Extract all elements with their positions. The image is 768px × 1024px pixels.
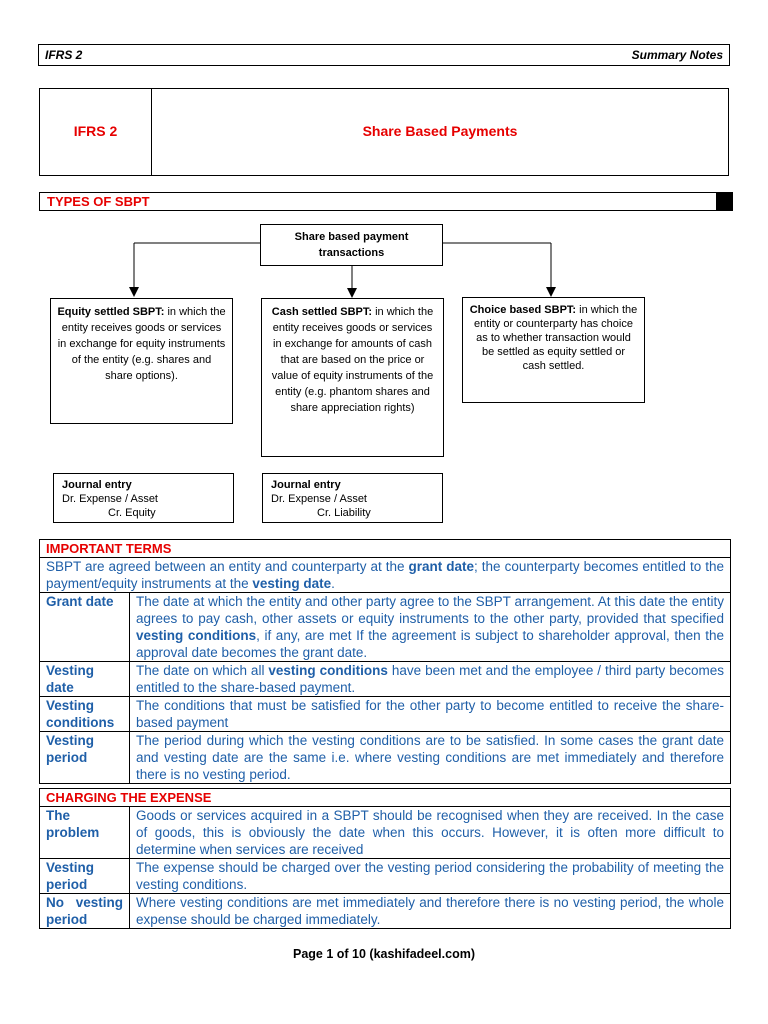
journal-debit: Dr. Expense / Asset	[62, 493, 158, 505]
important-terms-heading: IMPORTANT TERMS	[40, 540, 731, 558]
def-no-vesting-period: Where vesting conditions are met immediately and therefore there is no vesting period, the whole expense should be charged immediately.	[130, 894, 731, 929]
journal-debit: Dr. Expense / Asset	[271, 493, 367, 505]
table-row	[40, 593, 731, 662]
charging-heading: CHARGING THE EXPENSE	[40, 789, 731, 807]
section-heading-text: TYPES OF SBPT	[47, 194, 150, 209]
page-footer: Page 1 of 10 (kashifadeel.com)	[292, 947, 475, 961]
standard-name: Share Based Payments	[362, 123, 518, 139]
cash-desc: in which the entity receives goods or services in exchange for amounts of cash that are based on the price or value of equity instruments of the entity (e.g. phantom shares and share appreciation rights)	[271, 306, 434, 414]
def-vesting-period: The expense should be charged over the vesting period considering the probability of meeting the vesting conditions.	[130, 859, 731, 894]
term-vesting-period: Vesting period	[40, 859, 130, 894]
term-the-problem: The problem	[40, 807, 130, 859]
equity-settled-box	[50, 298, 233, 424]
arrow-center	[347, 288, 357, 298]
def-vesting-conditions: The conditions that must be satisfied for the other party to become entitled to receive the share-based payment	[130, 697, 731, 732]
important-terms-table	[39, 539, 731, 784]
equity-desc: in which the entity receives goods or services in exchange for equity instruments of the entity (e.g. shares and share options).	[57, 306, 226, 382]
root-box-text: Share based payment transactions	[294, 231, 409, 259]
journal-credit: Cr. Equity	[108, 507, 156, 519]
table-row	[40, 894, 731, 929]
term-no-vesting-period: No vesting period	[40, 894, 130, 929]
arrow-right	[546, 287, 556, 297]
standard-code: IFRS 2	[73, 123, 118, 139]
table-row	[40, 558, 731, 593]
term-grant-date: Grant date	[40, 593, 130, 662]
def-vesting-date: The date on which all vesting conditions have been met and the employee / third party becomes entitled to the share-based payment.	[130, 662, 731, 697]
table-row	[40, 807, 731, 859]
def-vesting-period: The period during which the vesting conditions are to be satisfied. In some cases the grant date and vesting date are the same i.e. where vesting conditions are met immediately and therefore there is no vesting period.	[130, 732, 731, 784]
term-vesting-date: Vesting date	[40, 662, 130, 697]
choice-based-box	[462, 297, 645, 403]
table-header-row	[40, 540, 731, 558]
term-vesting-conditions: Vesting conditions	[40, 697, 130, 732]
root-box	[260, 224, 443, 266]
table-row	[40, 697, 731, 732]
choice-desc: in which the entity or counterparty has choice as to whether transaction would be settled as equity settled or cash settled.	[474, 304, 638, 372]
journal-title: Journal entry	[62, 479, 132, 491]
journal-entry-equity	[53, 473, 234, 523]
table-row	[40, 859, 731, 894]
charging-expense-table	[39, 788, 731, 929]
keyword-vesting-conditions: vesting conditions	[136, 628, 257, 643]
table-header-row	[40, 789, 731, 807]
def-the-problem: Goods or services acquired in a SBPT should be recognised when they are received. In the case of goods, this is obviously the date when this occurs. However, it is often more difficult to determine when services are received	[130, 807, 731, 859]
table-row	[40, 662, 731, 697]
cash-settled-box	[261, 298, 444, 457]
keyword-vesting-conditions: vesting conditions	[268, 663, 388, 678]
keyword-vesting-date: vesting date	[252, 576, 332, 591]
keyword-grant-date: grant date	[408, 559, 475, 574]
def-grant-date: The date at which the entity and other party agree to the SBPT arrangement. At this date the entity agrees to pay cash, other assets or equity instruments to the other party, provided that specified vesting conditions, if any, are met If the agreement is subject to shareholder approval, then the approval date becomes the grant date.	[130, 593, 731, 662]
header-left: IFRS 2	[45, 48, 83, 62]
journal-credit: Cr. Liability	[317, 507, 371, 519]
cash-term: Cash settled SBPT:	[271, 306, 373, 318]
arrow-left	[129, 287, 139, 297]
choice-term: Choice based SBPT:	[469, 304, 577, 316]
header-right: Summary Notes	[631, 48, 723, 62]
term-vesting-period: Vesting period	[40, 732, 130, 784]
intro-cell: SBPT are agreed between an entity and counterparty at the grant date; the counterparty becomes entitled to the payment/equity instruments at the vesting date.	[40, 558, 731, 593]
equity-term: Equity settled SBPT:	[57, 306, 165, 318]
journal-entry-cash	[262, 473, 443, 523]
journal-title: Journal entry	[271, 479, 341, 491]
table-row	[40, 732, 731, 784]
